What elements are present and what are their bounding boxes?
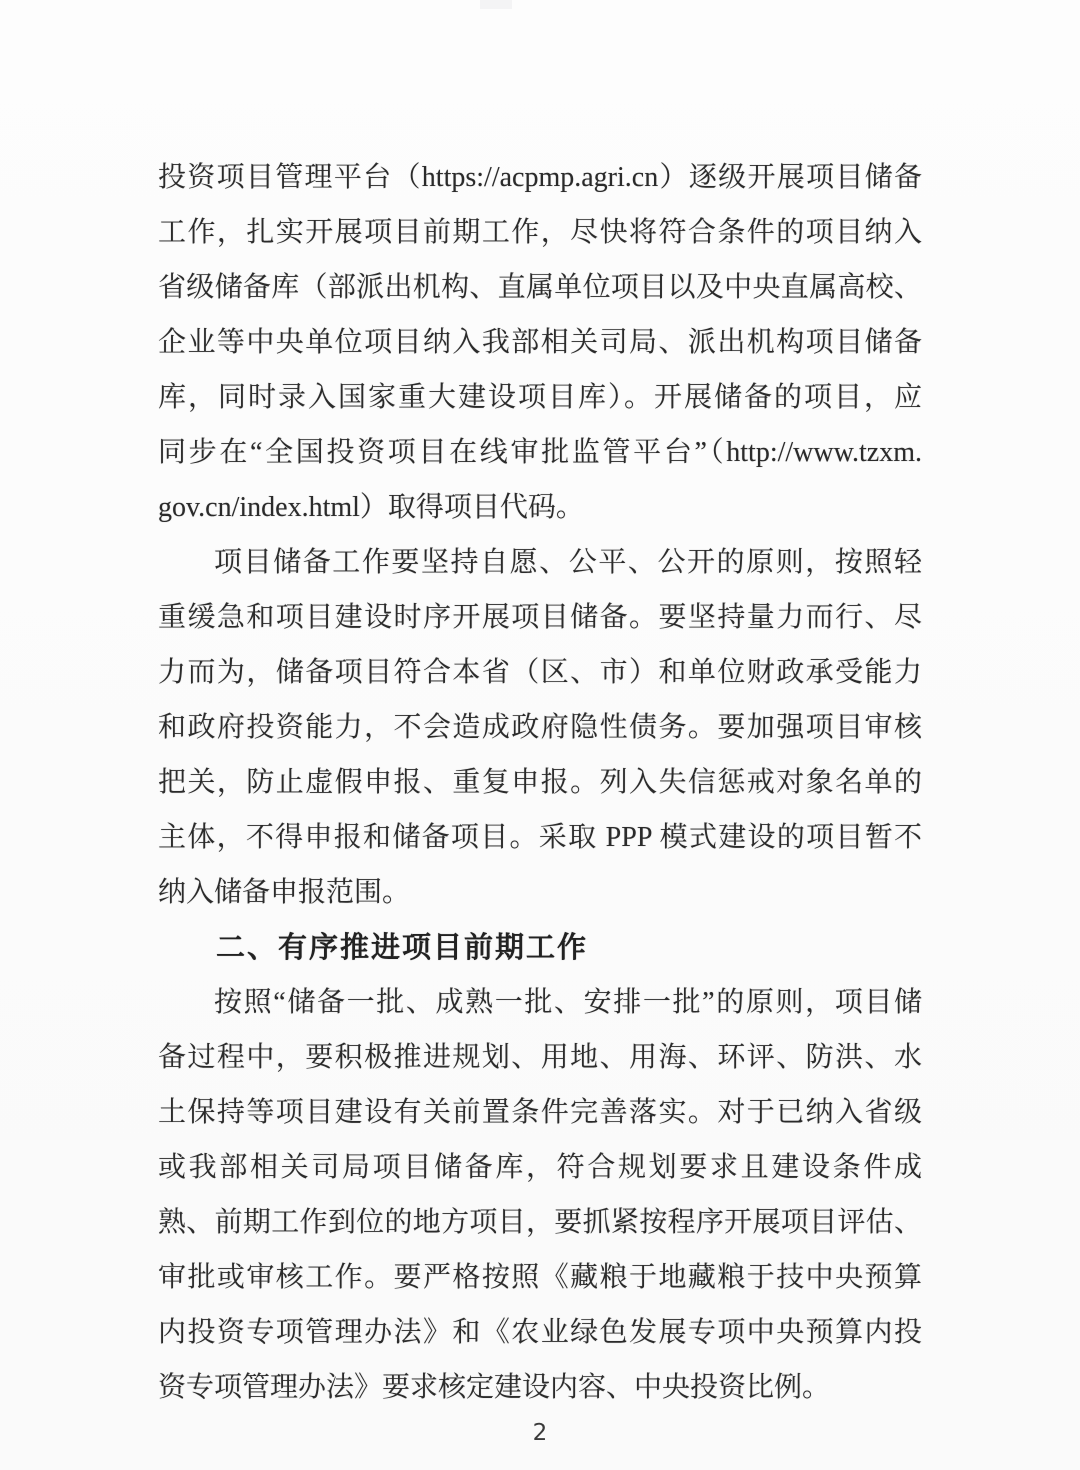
text-line: 企业等中央单位项目纳入我部相关司局、派出机构项目储备 [158, 327, 922, 358]
text-line: 熟、前期工作到位的地方项目，要抓紧按程序开展项目评估、 [158, 1207, 922, 1238]
text-line-paragraph-start: 项目储备工作要坚持自愿、公平、公开的原则，按照轻 [214, 547, 922, 578]
text-line: 力而为，储备项目符合本省（区、市）和单位财政承受能力 [158, 657, 922, 688]
text-line: 和政府投资能力，不会造成政府隐性债务。要加强项目审核 [158, 712, 922, 743]
text-line: 或我部相关司局项目储备库，符合规划要求且建设条件成 [158, 1152, 922, 1183]
text-line-paragraph-start: 按照“储备一批、成熟一批、安排一批”的原则，项目储 [214, 987, 922, 1018]
section-heading: 二、有序推进项目前期工作 [216, 930, 589, 964]
text-line: 土保持等项目建设有关前置条件完善落实。对于已纳入省级 [158, 1097, 922, 1128]
text-line: 同步在“全国投资项目在线审批监管平台”（http://www.tzxm. [158, 437, 922, 468]
text-line: 库，同时录入国家重大建设项目库）。开展储备的项目，应 [158, 382, 922, 413]
text-line: 把关，防止虚假申报、重复申报。列入失信惩戒对象名单的 [158, 767, 922, 798]
text-line: 备过程中，要积极推进规划、用地、用海、环评、防洪、水 [158, 1042, 922, 1073]
text-line: 重缓急和项目建设时序开展项目储备。要坚持量力而行、尽 [158, 602, 922, 633]
text-line: gov.cn/index.html）取得项目代码。 [158, 492, 584, 523]
text-line: 工作，扎实开展项目前期工作，尽快将符合条件的项目纳入 [158, 217, 922, 248]
document-text-block [158, 150, 922, 1415]
text-line: 投资项目管理平台（https://acpmp.agri.cn）逐级开展项目储备 [158, 162, 922, 193]
scan-edge-artifact [480, 0, 512, 9]
text-line: 审批或审核工作。要严格按照《藏粮于地藏粮于技中央预算 [158, 1262, 922, 1293]
page-number: 2 [532, 1420, 548, 1446]
text-line: 内投资专项管理办法》和《农业绿色发展专项中央预算内投 [158, 1317, 922, 1348]
text-line: 纳入储备申报范围。 [158, 877, 411, 908]
text-line: 主体，不得申报和储备项目。采取 PPP 模式建设的项目暂不 [158, 822, 922, 853]
text-line: 资专项管理办法》要求核定建设内容、中央投资比例。 [158, 1372, 831, 1403]
text-line: 省级储备库（部派出机构、直属单位项目以及中央直属高校、 [158, 272, 922, 303]
